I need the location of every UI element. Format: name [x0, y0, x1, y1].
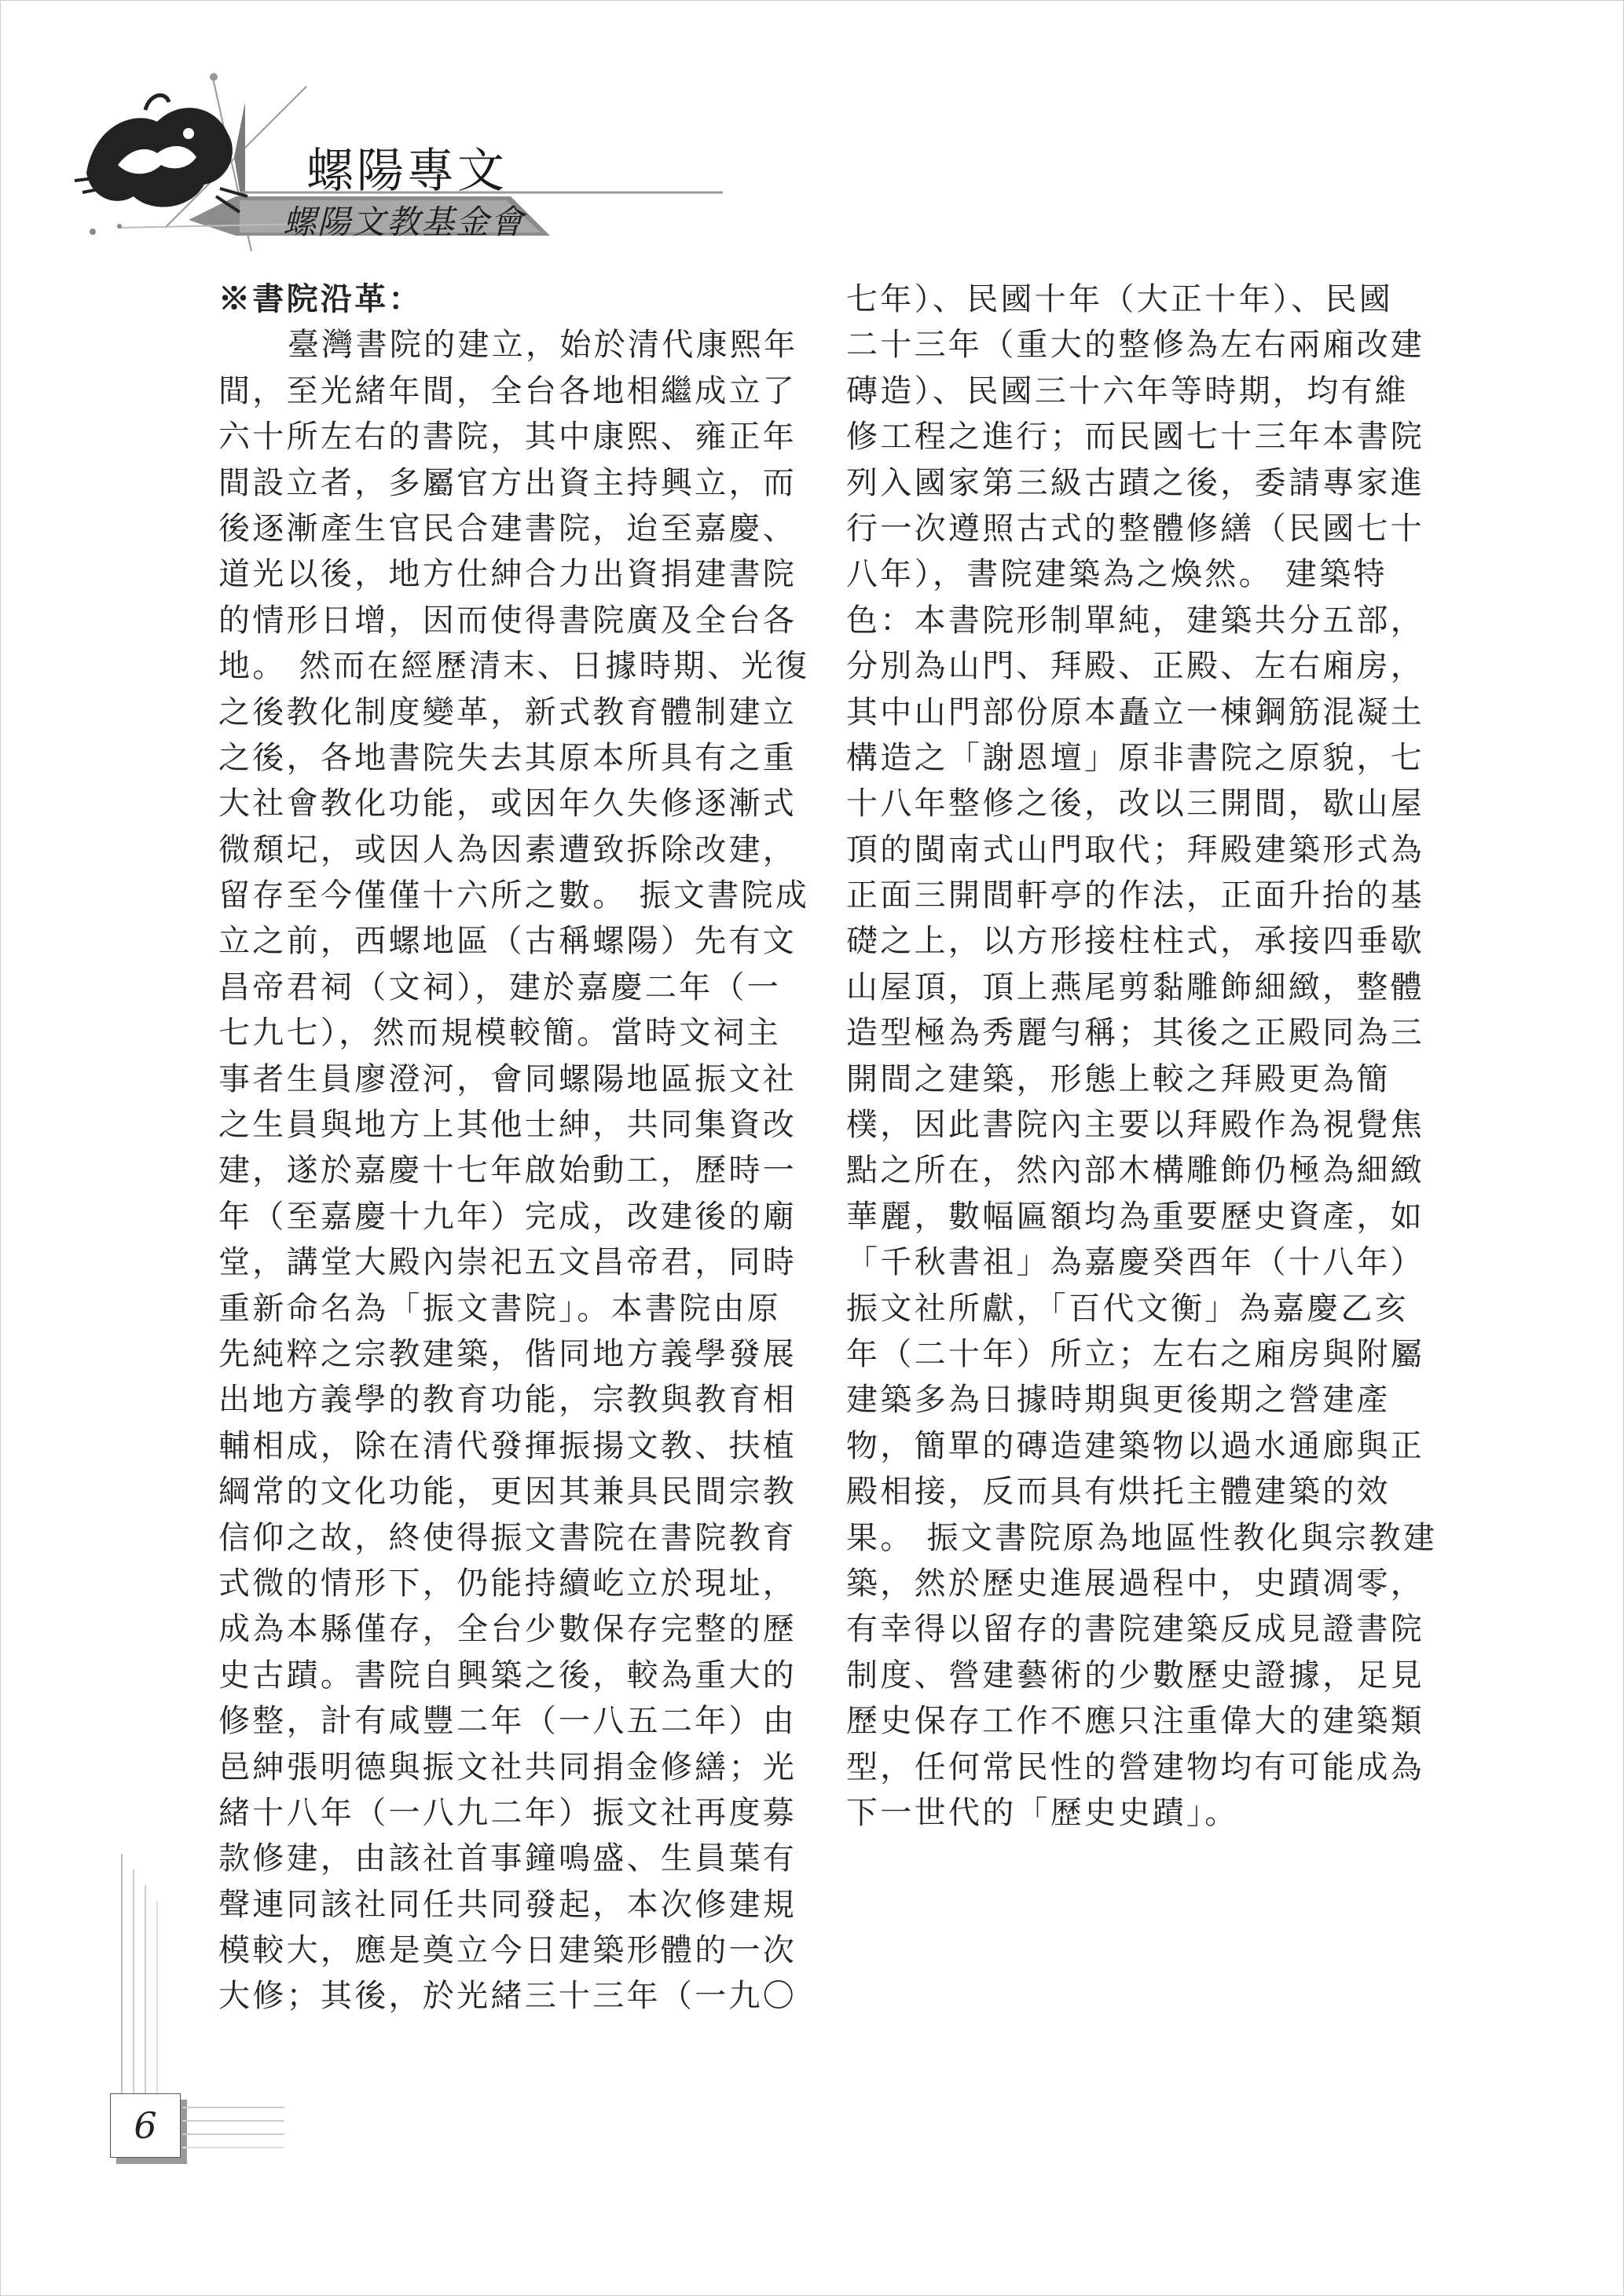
text-line: 列入國家第三級古蹟之後，委請專家進: [846, 464, 1425, 501]
journal-title: 螺陽專文: [306, 144, 508, 199]
text-line: 分別為山門、拜殿、正殿、左右廂房，: [846, 648, 1425, 685]
text-line: 之生員與地方上其他士紳，共同集資改: [218, 1107, 797, 1144]
text-line: 八年），書院建築為之煥然。 建築特: [846, 556, 1388, 593]
text-line: 造型極為秀麗勻稱；其後之正殿同為三: [846, 1015, 1425, 1052]
dragon-emblem-icon: [71, 79, 251, 228]
text-line: 制度、營建藝術的少數歷史證據，足見: [846, 1657, 1425, 1694]
text-line: 其中山門部份原本矗立一棟鋼筋混凝土: [846, 694, 1425, 731]
text-line: 七九七），然而規模較簡。當時文祠主: [218, 1015, 782, 1052]
text-line: 華麗，數幅匾額均為重要歷史資產，如: [846, 1198, 1425, 1235]
text-line: 地。 然而在經歷清末、日據時期、光復: [218, 648, 810, 685]
text-line: 間，至光緒年間，全台各地相繼成立了: [218, 372, 797, 409]
text-line: 礎之上，以方形接柱柱式，承接四垂歇: [846, 923, 1425, 960]
text-line: 昌帝君祠（文祠），建於嘉慶二年（一: [218, 969, 782, 1005]
text-line: 信仰之故，終使得振文書院在書院教育: [218, 1519, 797, 1556]
text-line: 重新命名為「振文書院」。本書院由原: [218, 1290, 782, 1327]
text-line: 構造之「謝恩壇」原非書院之原貌，七: [846, 739, 1425, 776]
text-line: 殿相接，反而具有烘托主體建築的效: [846, 1474, 1391, 1511]
footer-horizontal-lines: [182, 2104, 284, 2159]
text-line: 樸，因此書院內主要以拜殿作為視覺焦: [846, 1107, 1425, 1144]
text-line: 微頹圮，或因人為因素遭致拆除改建，: [218, 831, 797, 868]
text-line: 型，任何常民性的營建物均有可能成為: [846, 1749, 1425, 1785]
text-line: 建，遂於嘉慶十七年啟始動工，歷時一: [218, 1152, 797, 1189]
text-line: 七年）、民國十年（大正十年）、民國: [846, 281, 1394, 317]
text-line: 二十三年（重大的整修為左右兩廂改建: [846, 327, 1425, 364]
text-line: 輔相成，除在清代發揮振揚文教、扶植: [218, 1427, 797, 1464]
text-line: 開間之建築，形態上較之拜殿更為簡: [846, 1060, 1391, 1097]
text-line: 「千秋書祖」為嘉慶癸酉年（十八年）: [846, 1244, 1425, 1281]
text-line: 磚造）、民國三十六年等時期，均有維: [846, 372, 1410, 409]
text-line: 建築多為日據時期與更後期之營建產: [846, 1382, 1391, 1419]
text-line: 有幸得以留存的書院建築反成見證書院: [846, 1611, 1425, 1648]
text-line: 修工程之進行；而民國七十三年本書院: [846, 419, 1425, 456]
text-line: 留存至今僅僅十六所之數。 振文書院成: [218, 877, 810, 914]
text-line: 緒十八年（一八九二年）振文社再度募: [218, 1794, 797, 1831]
text-line: 款修建，由該社首事鐘鳴盛、生員葉有: [218, 1840, 797, 1877]
text-line: 立之前，西螺地區（古稱螺陽）先有文: [218, 923, 797, 960]
text-line: 之後，各地書院失去其原本所具有之重: [218, 739, 797, 776]
text-line: 出地方義學的教育功能，宗教與教育相: [218, 1382, 797, 1419]
text-line: 之後教化制度變革，新式教育體制建立: [218, 694, 797, 731]
text-line: 下一世代的「歷史史蹟」。: [846, 1794, 1239, 1831]
page-number: 6: [134, 2104, 157, 2147]
text-line: 式微的情形下，仍能持續屹立於現址，: [218, 1565, 797, 1602]
text-line: 色：本書院形制單純，建築共分五部，: [846, 602, 1425, 639]
text-line: 歷史保存工作不應只注重偉大的建築類: [846, 1703, 1425, 1740]
text-line: 點之所在，然內部木構雕飾仍極為細緻: [846, 1152, 1425, 1189]
text-line: 山屋頂，頂上燕尾剪黏雕飾細緻，整體: [846, 969, 1425, 1005]
page-number-box: [110, 2093, 181, 2158]
text-line: 六十所左右的書院，其中康熙、雍正年: [218, 419, 797, 456]
right-column: [846, 276, 1438, 1836]
section-heading: ※書院沿革：: [218, 280, 423, 317]
text-line: 史古蹟。書院自興築之後，較為重大的: [218, 1657, 797, 1694]
text-line: 先純粹之宗教建築，偕同地方義學發展: [218, 1335, 797, 1372]
text-line: 事者生員廖澄河，會同螺陽地區振文社: [218, 1060, 797, 1097]
publisher-name: 螺陽文教基金會: [283, 203, 526, 241]
text-line: 道光以後，地方仕紳合力出資捐建書院: [218, 556, 797, 593]
text-line: 果。 振文書院原為地區性教化與宗教建: [846, 1519, 1438, 1556]
text-line: 大社會教化功能，或因年久失修逐漸式: [218, 785, 797, 822]
text-line: 間設立者，多屬官方出資主持興立，而: [218, 464, 797, 501]
text-line: 聲連同該社同任共同發起，本次修建規: [218, 1886, 797, 1923]
text-line: 後逐漸產生官民合建書院，迨至嘉慶、: [218, 510, 797, 547]
text-line: 物，簡單的磚造建築物以過水通廊與正: [846, 1427, 1425, 1464]
journal-header: [71, 63, 778, 267]
text-line: 大修；其後，於光緒三十三年（一九〇: [218, 1978, 797, 2015]
text-line: 成為本縣僅存，全台少數保存完整的歷: [218, 1611, 797, 1648]
text-line: 模較大，應是奠立今日建築形體的一次: [218, 1932, 797, 1969]
text-line: 十八年整修之後，改以三開間，歇山屋: [846, 785, 1425, 822]
text-line: 綱常的文化功能，更因其兼具民間宗教: [218, 1474, 797, 1511]
text-line: 年（至嘉慶十九年）完成，改建後的廟: [218, 1198, 797, 1235]
text-line: 堂，講堂大殿內崇祀五文昌帝君，同時: [218, 1244, 797, 1281]
text-line: 正面三開間軒亭的作法，正面升抬的基: [846, 877, 1425, 914]
text-line: 修整，計有咸豐二年（一八五二年）由: [218, 1703, 797, 1740]
text-line: 臺灣書院的建立，始於清代康熙年: [288, 327, 798, 364]
text-line: 行一次遵照古式的整體修繕（民國七十: [846, 510, 1425, 547]
text-line: 振文社所獻，「百代文衡」為嘉慶乙亥: [846, 1290, 1410, 1327]
text-line: 頂的閩南式山門取代；拜殿建築形式為: [846, 831, 1425, 868]
left-column: [218, 276, 810, 2020]
text-line: 的情形日增，因而使得書院廣及全台各: [218, 602, 797, 639]
text-line: 年（二十年）所立；左右之廂房與附屬: [846, 1335, 1425, 1372]
text-line: 築，然於歷史進展過程中，史蹟凋零，: [846, 1565, 1425, 1602]
text-line: 邑紳張明德與振文社共同捐金修繕；光: [218, 1749, 797, 1785]
